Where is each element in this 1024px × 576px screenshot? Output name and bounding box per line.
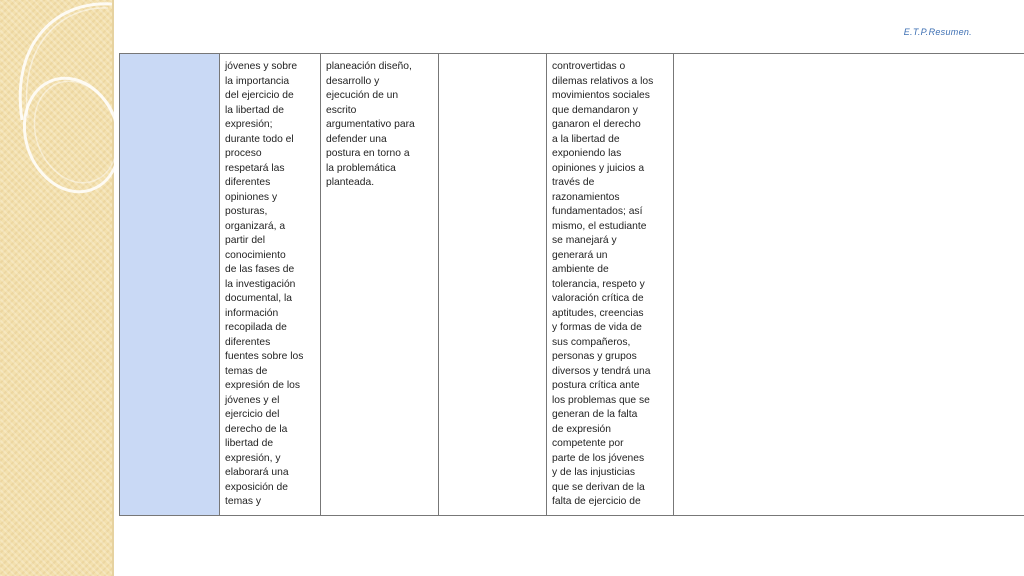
table-cell-col2 xyxy=(219,53,320,516)
header-title: E.T.P.Resumen. xyxy=(903,27,972,37)
table-cell-col1 xyxy=(119,53,219,516)
cell-text: jóvenes y sobre la importancia del ejercicio de la libertad de expresión; durante todo el proceso respetará las diferentes opiniones y posturas, organizará, a partir del conocimiento de las fases de la investigación documental, la información recopilada de diferentes fuentes sobre los temas de expresión de los jóvenes y el ejercicio del derecho de la libertad de expresión, y elaborará una exposición de temas y xyxy=(225,61,304,507)
decorative-ring xyxy=(9,65,135,205)
table-cell-col4 xyxy=(438,53,546,516)
decorative-ring-arc xyxy=(20,4,112,120)
table-cell-col3 xyxy=(320,53,438,516)
cell-text: planeación diseño, desarrollo y ejecución de un escrito argumentativo para defender una postura en torno a la problemática planteada. xyxy=(326,61,415,188)
cell-text: controvertidas o dilemas relativos a los movimientos sociales que demandaron y ganaron el derecho a la libertad de exponiendo las opiniones y juicios a través de razonamientos fundamentados; así mismo, el estudiante se manejará y generará un ambiente de tolerancia, respeto y valoración crítica de aptitudes, creencias y formas de vida de sus compañeros, personas y grupos diversos y tendrá una postura crítica ante los problemas que se generan de la falta de expresión competente por parte de los jóvenes y de las injusticias que se derivan de la falta de ejercicio de xyxy=(552,61,654,507)
table-cell-col6 xyxy=(673,53,1024,516)
content-table xyxy=(119,53,1024,518)
table-cell-col5 xyxy=(546,53,673,516)
